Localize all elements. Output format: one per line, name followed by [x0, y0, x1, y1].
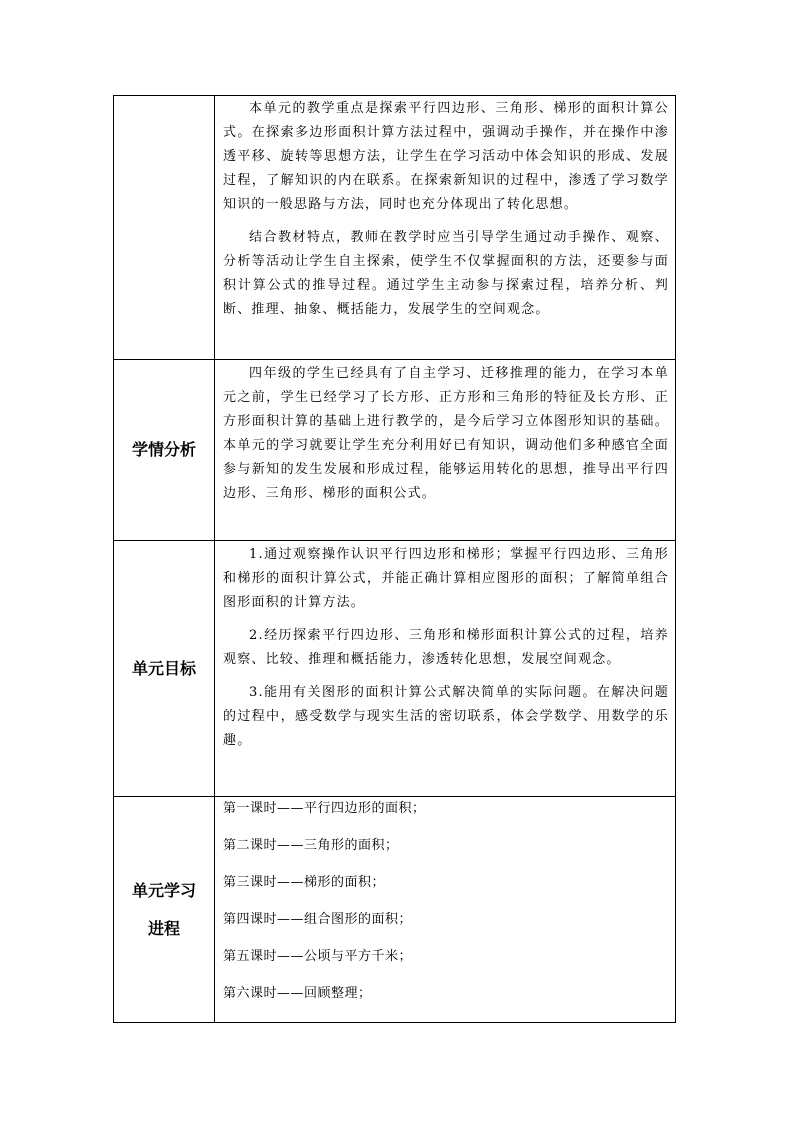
lesson-item-6: 第六课时——回顾整理；	[223, 986, 372, 1001]
student-analysis-cell	[215, 360, 676, 541]
table-row-teaching-focus	[114, 96, 676, 360]
teaching-focus-paragraph-1: 本单元的教学重点是探索平行四边形、三角形、梯形的面积计算公式。在探索多边形面积计算方法过程中，强调动手操作，并在操作中渗透平移、旋转等思想方法，让学生在学习活动中体会知识的形成、发展过程，了解知识的内在联系。在探索新知识的过程中，渗透了学习数学知识的一般思路与方法，同时也充分体现出了转化思想。	[223, 101, 669, 212]
teaching-focus-paragraph-2: 结合教材特点，教师在教学时应当引导学生通过动手操作、观察、分析等活动让学生自主探索，使学生不仅掌握面积的方法，还要参与面积计算公式的推导过程。通过学生主动参与探索过程，培养分析、判断、推理、抽象、概括能力，发展学生的空间观念。	[223, 230, 669, 317]
unit-goals-cell	[215, 541, 676, 797]
row-label-learning-process	[114, 797, 215, 1023]
lesson-item-4: 第四课时——组合图形的面积；	[223, 912, 413, 927]
row-label-empty	[114, 96, 215, 360]
student-analysis-paragraph: 四年级的学生已经具有了自主学习、迁移推理的能力，在学习本单元之前，学生已经学习了长方形、正方形和三角形的特征及长方形、正方形面积计算的基础上进行教学的，是今后学习立体图形知识的基础。本单元的学习就要让学生充分利用好已有知识，调动他们多种感官全面参与新知的发生发展和形成过程，能够运用转化的思想，推导出平行四边形、三角形、梯形的面积公式。	[223, 366, 669, 501]
unit-goal-2: 2.经历探索平行四边形、三角形和梯形面积计算公式的过程，培养观察、比较、推理和概括能力，渗透转化思想，发展空间观念。	[223, 628, 669, 667]
lesson-item-2: 第二课时——三角形的面积；	[223, 838, 399, 853]
table-row-learning-process	[114, 797, 676, 1023]
lesson-item-1: 第一课时——平行四边形的面积；	[223, 801, 426, 816]
unit-goal-1: 1.通过观察操作认识平行四边形和梯形；掌握平行四边形、三角形和梯形的面积计算公式，并能正确计算相应图形的面积；了解简单组合图形面积的计算方法。	[223, 547, 669, 610]
table-row-unit-goals	[114, 541, 676, 797]
row-label-unit-goals: 单元目标	[114, 541, 215, 797]
lesson-item-5: 第五课时——公顷与平方千米；	[223, 949, 413, 964]
table-row-student-analysis	[114, 360, 676, 541]
row-label-learning-process-line-1: 单元学习	[131, 880, 196, 900]
lesson-item-3: 第三课时——梯形的面积；	[223, 875, 386, 890]
row-label-learning-process-line-2: 进程	[147, 918, 180, 938]
teaching-focus-cell	[215, 96, 676, 360]
row-label-student-analysis: 学情分析	[114, 360, 215, 541]
learning-process-cell	[215, 797, 676, 1023]
unit-plan-table	[113, 95, 676, 1023]
unit-goal-3: 3.能用有关图形的面积计算公式解决简单的实际问题。在解决问题的过程中，感受数学与现实生活的密切联系，体会学数学、用数学的乐趣。	[223, 685, 669, 748]
